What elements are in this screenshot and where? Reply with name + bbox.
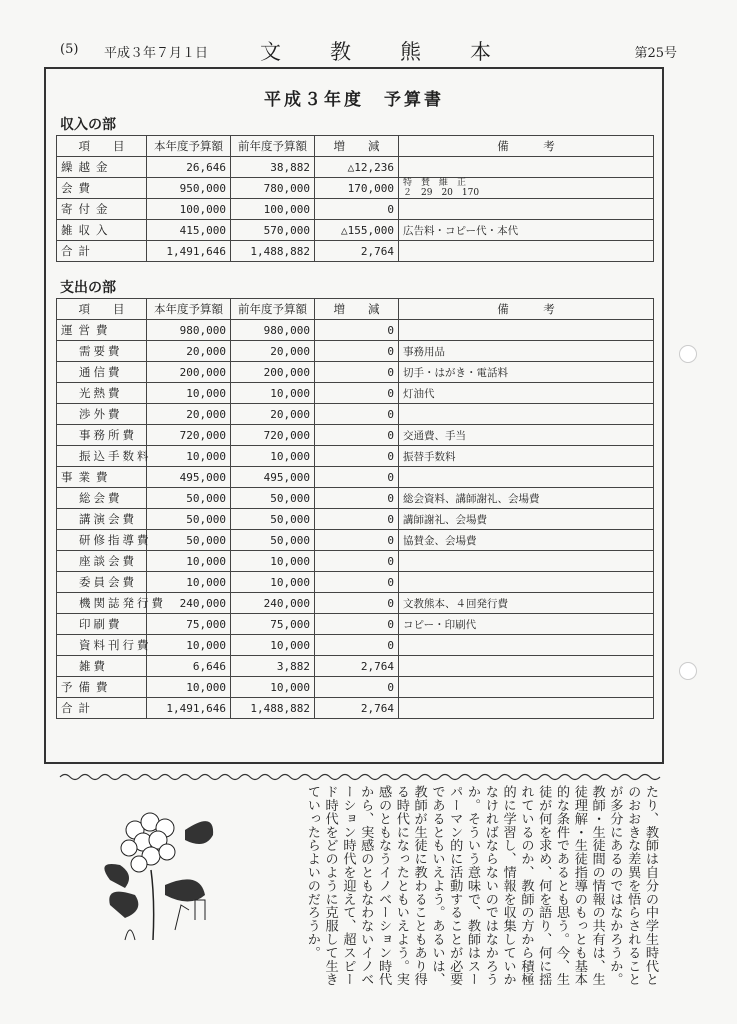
row-amount: 0 <box>315 425 399 446</box>
row-amount: 720,000 <box>147 425 231 446</box>
table-row <box>57 220 654 241</box>
row-amount: 38,882 <box>231 157 315 178</box>
row-amount: 10,000 <box>231 383 315 404</box>
row-amount: 170,000 <box>315 178 399 199</box>
row-amount: 570,000 <box>231 220 315 241</box>
row-amount: 50,000 <box>231 488 315 509</box>
column-header: 増 減 <box>315 299 399 320</box>
row-amount: 0 <box>315 677 399 698</box>
row-amount: 0 <box>315 362 399 383</box>
row-item: 合計 <box>57 241 147 262</box>
income-table <box>56 135 654 262</box>
row-note: 交通費、手当 <box>399 425 654 446</box>
row-amount: 415,000 <box>147 220 231 241</box>
column-header: 備 考 <box>399 299 654 320</box>
row-note: 講師謝礼、会場費 <box>399 509 654 530</box>
column-header: 項 目 <box>57 299 147 320</box>
row-item: 資料刊行費 <box>57 635 147 656</box>
row-amount: 10,000 <box>231 635 315 656</box>
table-row <box>57 446 654 467</box>
row-amount: 10,000 <box>231 677 315 698</box>
row-item: 雑収入 <box>57 220 147 241</box>
row-amount: 10,000 <box>147 572 231 593</box>
row-item: 雑費 <box>57 656 147 677</box>
row-item: 振込手数料 <box>57 446 147 467</box>
column-header: 増 減 <box>315 136 399 157</box>
table-row <box>57 509 654 530</box>
row-amount: 495,000 <box>231 467 315 488</box>
row-amount: 200,000 <box>231 362 315 383</box>
expense-header-row <box>57 299 654 320</box>
table-row <box>57 467 654 488</box>
row-amount: 980,000 <box>147 320 231 341</box>
row-item: 委員会費 <box>57 572 147 593</box>
row-item: 事業費 <box>57 467 147 488</box>
table-row <box>57 178 654 199</box>
row-item: 会費 <box>57 178 147 199</box>
row-amount: 50,000 <box>147 488 231 509</box>
row-amount: 10,000 <box>147 677 231 698</box>
row-amount: 26,646 <box>147 157 231 178</box>
row-amount: 10,000 <box>147 446 231 467</box>
table-row <box>57 425 654 446</box>
row-amount: 780,000 <box>231 178 315 199</box>
row-amount: 980,000 <box>231 320 315 341</box>
membership-breakdown: 特 賛 維 正 ２ 29 20 170 <box>403 178 480 198</box>
row-amount: 0 <box>315 488 399 509</box>
page-issue: (5) <box>60 42 79 57</box>
column-header: 前年度予算額 <box>231 299 315 320</box>
row-item: 合計 <box>57 698 147 719</box>
row-amount: 6,646 <box>147 656 231 677</box>
table-row <box>57 551 654 572</box>
row-amount: 240,000 <box>147 593 231 614</box>
table-row <box>57 698 654 719</box>
row-amount: 720,000 <box>231 425 315 446</box>
budget-title: 平成３年度 予算書 <box>264 90 444 110</box>
table-row <box>57 656 654 677</box>
table-row <box>57 572 654 593</box>
row-note <box>399 635 654 656</box>
row-amount: 1,488,882 <box>231 241 315 262</box>
table-row <box>57 530 654 551</box>
row-amount: 0 <box>315 635 399 656</box>
row-note <box>399 157 654 178</box>
column-header: 前年度予算額 <box>231 136 315 157</box>
row-item: 寄付金 <box>57 199 147 220</box>
row-item: 事務所費 <box>57 425 147 446</box>
row-note <box>399 404 654 425</box>
column-header: 項 目 <box>57 136 147 157</box>
row-item: 講演会費 <box>57 509 147 530</box>
row-note <box>399 551 654 572</box>
row-amount: 0 <box>315 467 399 488</box>
column-header: 本年度予算額 <box>147 136 231 157</box>
row-amount: 0 <box>315 551 399 572</box>
row-item: 研修指導費 <box>57 530 147 551</box>
row-note <box>399 178 654 199</box>
row-note: 協賛金、会場費 <box>399 530 654 551</box>
income-section-title: 収入の部 <box>60 117 116 133</box>
row-amount: 10,000 <box>231 572 315 593</box>
table-row <box>57 241 654 262</box>
row-amount: 240,000 <box>231 593 315 614</box>
newspaper-name: 文 教 熊 本 <box>260 40 505 64</box>
table-row <box>57 157 654 178</box>
row-amount: 1,491,646 <box>147 241 231 262</box>
row-amount: 2,764 <box>315 698 399 719</box>
wavy-divider <box>60 772 660 782</box>
row-amount: 1,491,646 <box>147 698 231 719</box>
row-amount: 0 <box>315 341 399 362</box>
table-row <box>57 320 654 341</box>
row-item: 光熱費 <box>57 383 147 404</box>
row-amount: 0 <box>315 320 399 341</box>
row-item: 機関誌発行費 <box>57 593 147 614</box>
row-item: 需要費 <box>57 341 147 362</box>
row-amount: 10,000 <box>147 383 231 404</box>
row-amount: 1,488,882 <box>231 698 315 719</box>
table-row <box>57 635 654 656</box>
row-amount: 0 <box>315 614 399 635</box>
publish-date: 平成３年７月１日 <box>104 46 209 61</box>
row-amount: 0 <box>315 404 399 425</box>
row-amount: 0 <box>315 199 399 220</box>
table-row <box>57 614 654 635</box>
row-amount: 50,000 <box>147 530 231 551</box>
row-amount: 495,000 <box>147 467 231 488</box>
row-note: 総会資料、講師謝礼、会場費 <box>399 488 654 509</box>
row-note: 事務用品 <box>399 341 654 362</box>
row-note <box>399 199 654 220</box>
row-note <box>399 241 654 262</box>
budget-frame <box>44 67 664 764</box>
row-amount: 2,764 <box>315 241 399 262</box>
row-amount: 50,000 <box>231 509 315 530</box>
row-amount: 20,000 <box>231 341 315 362</box>
row-amount: 100,000 <box>147 199 231 220</box>
column-header: 本年度予算額 <box>147 299 231 320</box>
row-amount: 0 <box>315 530 399 551</box>
row-amount: 0 <box>315 509 399 530</box>
row-note: コピー・印刷代 <box>399 614 654 635</box>
row-amount: 75,000 <box>231 614 315 635</box>
row-amount: 0 <box>315 446 399 467</box>
row-note <box>399 656 654 677</box>
row-note: 振替手数料 <box>399 446 654 467</box>
row-item: 座談会費 <box>57 551 147 572</box>
row-amount: 200,000 <box>147 362 231 383</box>
expense-table <box>56 298 654 719</box>
row-amount: 100,000 <box>231 199 315 220</box>
row-amount: 50,000 <box>231 530 315 551</box>
row-amount: △12,236 <box>315 157 399 178</box>
row-item: 総会費 <box>57 488 147 509</box>
row-item: 繰越金 <box>57 157 147 178</box>
row-note <box>399 320 654 341</box>
row-amount: 20,000 <box>231 404 315 425</box>
table-row <box>57 404 654 425</box>
row-amount: 3,882 <box>231 656 315 677</box>
row-note: 切手・はがき・電話料 <box>399 362 654 383</box>
row-note: 文教熊本、４回発行費 <box>399 593 654 614</box>
row-item: 渉外費 <box>57 404 147 425</box>
issue-number: 第25号 <box>634 46 677 61</box>
row-amount: 0 <box>315 593 399 614</box>
table-row <box>57 362 654 383</box>
table-row <box>57 593 654 614</box>
row-amount: 10,000 <box>147 551 231 572</box>
row-amount: 0 <box>315 572 399 593</box>
row-item: 印刷費 <box>57 614 147 635</box>
table-row <box>57 199 654 220</box>
binder-hole-bottom <box>679 662 697 680</box>
row-note: 広告料・コピー代・本代 <box>399 220 654 241</box>
row-amount: 2,764 <box>315 656 399 677</box>
table-row <box>57 341 654 362</box>
row-item: 予備費 <box>57 677 147 698</box>
expense-section-title: 支出の部 <box>60 280 116 296</box>
page-header <box>60 38 677 62</box>
row-item: 通信費 <box>57 362 147 383</box>
row-note <box>399 677 654 698</box>
row-amount: 10,000 <box>147 635 231 656</box>
row-amount: 20,000 <box>147 404 231 425</box>
row-note: 灯油代 <box>399 383 654 404</box>
row-amount: 0 <box>315 383 399 404</box>
binder-hole-top <box>679 345 697 363</box>
row-amount: △155,000 <box>315 220 399 241</box>
row-amount: 10,000 <box>231 446 315 467</box>
row-amount: 20,000 <box>147 341 231 362</box>
table-row <box>57 677 654 698</box>
row-amount: 950,000 <box>147 178 231 199</box>
row-amount: 50,000 <box>147 509 231 530</box>
table-row <box>57 488 654 509</box>
editorial-text: たり、教師は自分の中学生時代とのおおきな差異を悟らされることが多分にあるのではなかろうか。教師・生徒間の情報の共有は、生徒理解・生徒指導のもっとも基本的な条件であるとも思う。今、生徒が何を求め、何を語り、何に揺れているのか、教師の方から積極的に学習し、情報を収集していかなければならないのではなかろうか。そういう意味で、教師はスーパーマン的に活動することが必要であるともいえよう。あるいは、教師が生徒に教わることもあり得る時代になったともいえよう。実感のともなうイノベーション時代から、実感のともなわないイノベーション時代を迎えて、超スピード時代をどのように克服して生きていったらよいのだろうか。 <box>304 785 658 986</box>
column-header: 備 考 <box>399 136 654 157</box>
row-note <box>399 572 654 593</box>
row-amount: 10,000 <box>231 551 315 572</box>
row-item: 運営費 <box>57 320 147 341</box>
table-row <box>57 383 654 404</box>
row-note <box>399 467 654 488</box>
row-note <box>399 698 654 719</box>
row-amount: 75,000 <box>147 614 231 635</box>
income-header-row <box>57 136 654 157</box>
